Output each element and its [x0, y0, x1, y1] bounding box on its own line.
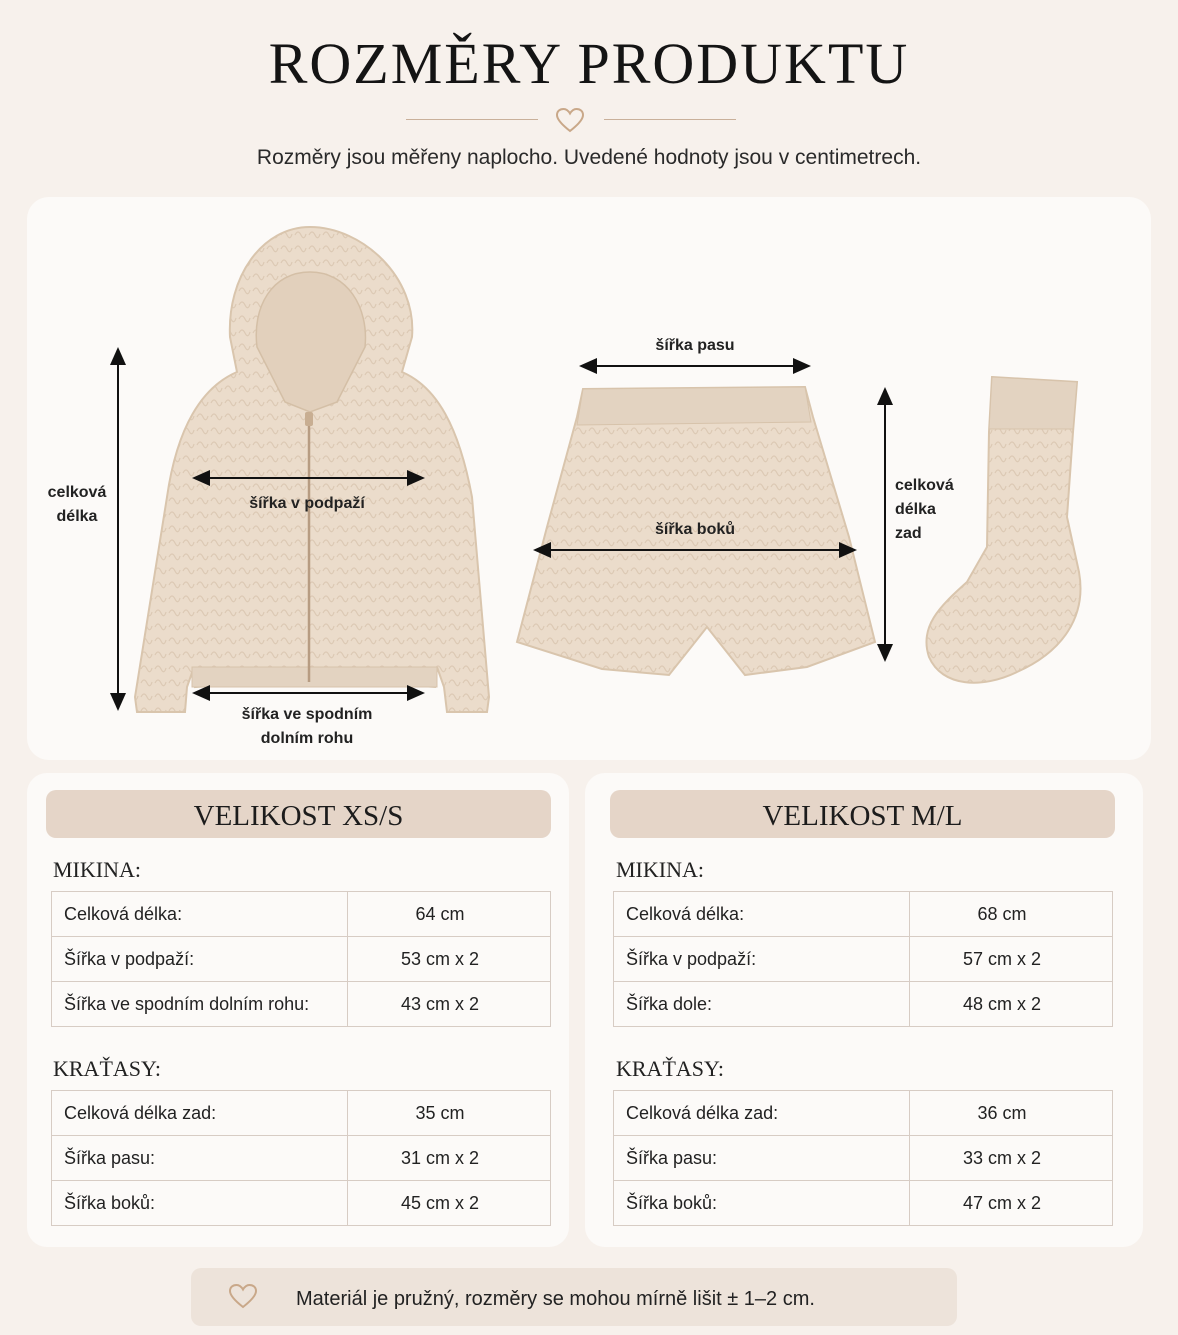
measure-key: Šířka pasu:	[614, 1136, 910, 1181]
size-card-m-l	[585, 773, 1143, 1247]
page-title: ROZMĚRY PRODUKTU	[268, 31, 910, 96]
title-divider	[0, 107, 1178, 133]
shorts-measurements-table	[613, 1090, 1113, 1226]
section-label-hoodie: MIKINA:	[53, 857, 141, 882]
measure-value: 48 cm x 2	[910, 982, 1113, 1027]
label-line: dolním rohu	[260, 730, 354, 747]
table-row	[614, 937, 1113, 982]
table-row	[614, 1136, 1113, 1181]
measure-value: 53 cm x 2	[348, 937, 551, 982]
section-label-shorts: KRAŤASY:	[616, 1056, 724, 1081]
table-row	[52, 1136, 551, 1181]
divider-line-left	[406, 119, 538, 120]
measure-key: Celková délka zad:	[52, 1091, 348, 1136]
measure-key: Celková délka:	[52, 892, 348, 937]
label-line: šířka ve spodním	[241, 706, 373, 723]
label-shorts-hips: šířka boků	[654, 521, 736, 538]
measure-value: 36 cm	[910, 1091, 1113, 1136]
table-row	[52, 1091, 551, 1136]
measure-key: Šířka ve spodním dolním rohu:	[52, 982, 348, 1027]
table-row	[614, 982, 1113, 1027]
heart-icon	[555, 107, 585, 133]
shorts-measurements-table	[51, 1090, 551, 1226]
measure-value: 31 cm x 2	[348, 1136, 551, 1181]
measure-value: 35 cm	[348, 1091, 551, 1136]
label-hoodie-chest: šířka v podpaží	[249, 495, 365, 512]
label-line: zad	[895, 525, 922, 542]
product-illustration	[27, 197, 1151, 760]
divider-line-right	[604, 119, 736, 120]
size-card-title: VELIKOST M/L	[610, 790, 1115, 838]
material-note	[191, 1268, 957, 1326]
measure-value: 47 cm x 2	[910, 1181, 1113, 1226]
measure-value: 45 cm x 2	[348, 1181, 551, 1226]
size-card-title: VELIKOST XS/S	[46, 790, 551, 838]
label-line: délka	[56, 508, 98, 525]
label-shorts-length	[895, 474, 965, 546]
label-shorts-waist: šířka pasu	[655, 337, 735, 354]
table-row	[52, 1181, 551, 1226]
table-row	[52, 937, 551, 982]
measure-value: 57 cm x 2	[910, 937, 1113, 982]
table-row	[614, 1181, 1113, 1226]
measure-key: Šířka pasu:	[52, 1136, 348, 1181]
hoodie-measurements-table	[613, 891, 1113, 1027]
label-hoodie-hem	[217, 703, 397, 751]
hoodie-drawing	[135, 227, 489, 712]
section-label-hoodie: MIKINA:	[616, 857, 704, 882]
table-row	[52, 892, 551, 937]
measure-value: 33 cm x 2	[910, 1136, 1113, 1181]
page-subtitle: Rozměry jsou měřeny naplocho. Uvedené hodnoty jsou v centimetrech.	[256, 146, 922, 169]
label-line: celková	[47, 484, 107, 501]
measure-key: Celková délka:	[614, 892, 910, 937]
measure-value: 68 cm	[910, 892, 1113, 937]
measure-key: Celková délka zad:	[614, 1091, 910, 1136]
hoodie-measurements-table	[51, 891, 551, 1027]
measure-key: Šířka boků:	[52, 1181, 348, 1226]
measure-key: Šířka v podpaží:	[614, 937, 910, 982]
size-card-xs-s	[27, 773, 569, 1247]
section-label-shorts: KRAŤASY:	[53, 1056, 161, 1081]
table-row	[614, 892, 1113, 937]
measure-key: Šířka dole:	[614, 982, 910, 1027]
label-hoodie-length	[41, 481, 113, 529]
material-note-text: Materiál je pružný, rozměry se mohou mírně lišit ± 1–2 cm.	[296, 1288, 815, 1310]
measure-value: 43 cm x 2	[348, 982, 551, 1027]
label-line: délka	[895, 501, 936, 518]
label-line: celková	[895, 477, 954, 494]
table-row	[614, 1091, 1113, 1136]
measure-key: Šířka boků:	[614, 1181, 910, 1226]
table-row	[52, 982, 551, 1027]
measure-key: Šířka v podpaží:	[52, 937, 348, 982]
heart-icon	[228, 1283, 258, 1309]
measure-value: 64 cm	[348, 892, 551, 937]
